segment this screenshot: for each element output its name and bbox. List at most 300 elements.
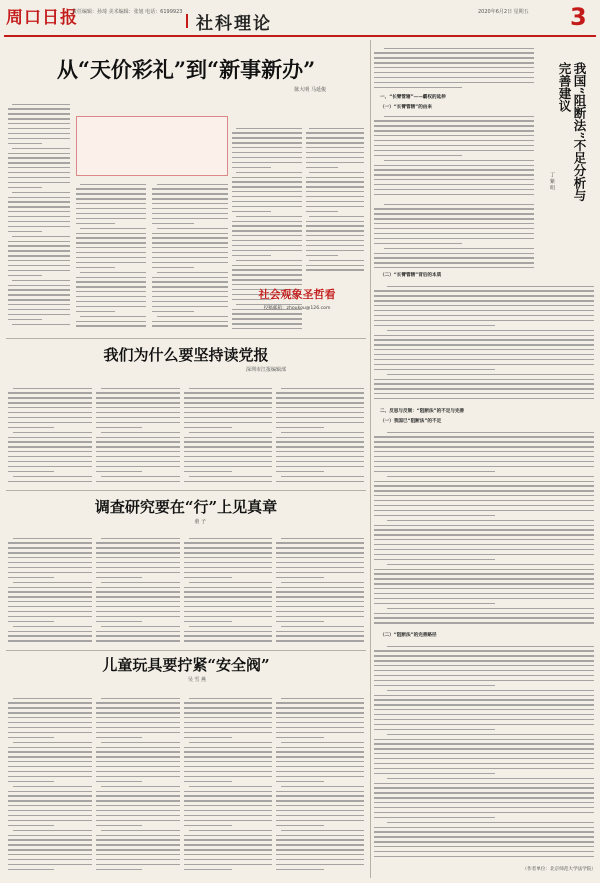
text-line [374, 500, 594, 501]
text-line [76, 218, 146, 219]
text-line [276, 601, 364, 602]
text-line [8, 557, 92, 558]
text-line [96, 737, 142, 738]
text-line [374, 695, 594, 696]
text-line [12, 148, 70, 149]
text-line [8, 456, 92, 457]
text-line [157, 316, 228, 317]
article-toys-headline [6, 656, 366, 690]
text-line [184, 776, 272, 777]
text-line [184, 717, 272, 718]
text-line [374, 320, 594, 321]
text-line [8, 231, 42, 232]
text-line [276, 397, 364, 398]
text-line [76, 277, 146, 278]
text-line [306, 196, 364, 197]
text-line [306, 206, 364, 207]
subhead-1b: （二）“长臂管辖”背后的本质 [380, 273, 442, 278]
text-line [276, 552, 364, 553]
text-line [374, 481, 594, 482]
text-line [12, 192, 70, 193]
text-line [276, 756, 364, 757]
text-line [8, 635, 92, 636]
text-line [76, 242, 146, 243]
text-line [276, 451, 364, 452]
text-line [184, 557, 272, 558]
text-line [276, 712, 364, 713]
text-line [374, 539, 594, 540]
article-research-headline [6, 498, 366, 532]
text-line [276, 437, 364, 438]
text-line [8, 616, 92, 617]
text-line [80, 316, 146, 317]
text-line [13, 476, 92, 477]
text-line [76, 267, 115, 268]
text-line [276, 481, 364, 482]
text-line [8, 611, 92, 612]
text-line [152, 301, 228, 302]
text-line [184, 402, 272, 403]
text-line [184, 849, 272, 850]
text-line [76, 203, 146, 204]
text-line [96, 572, 180, 573]
text-line [8, 815, 92, 816]
text-line [76, 306, 146, 307]
author-affiliation: （作者单位：北京师范大学法学院） [522, 867, 596, 872]
text-line [374, 194, 534, 195]
text-line [374, 364, 594, 365]
text-line [276, 835, 364, 836]
text-line [374, 369, 495, 370]
text-line [374, 559, 495, 560]
text-line [101, 476, 180, 477]
text-line [374, 461, 594, 462]
text-line [276, 761, 364, 762]
text-line [96, 839, 180, 840]
text-line [276, 791, 364, 792]
text-line [96, 805, 180, 806]
text-line [276, 441, 364, 442]
text-line [8, 567, 92, 568]
text-line [76, 208, 146, 209]
text-line [306, 201, 364, 202]
text-line [152, 262, 228, 263]
text-line [374, 57, 534, 58]
text-line [281, 388, 364, 389]
text-line [96, 402, 180, 403]
text-line [13, 830, 92, 831]
text-line [96, 417, 180, 418]
text-line [8, 441, 92, 442]
text-line [374, 827, 594, 828]
text-line [8, 157, 70, 158]
text-line [387, 432, 594, 433]
text-line [374, 243, 462, 244]
divider [6, 650, 366, 651]
text-line [8, 621, 54, 622]
text-line [276, 616, 364, 617]
text-line [374, 573, 594, 574]
text-line [232, 245, 302, 246]
text-line [8, 108, 70, 109]
headline: 我们为什么要坚持读党报 [103, 346, 269, 364]
text-line [232, 279, 302, 280]
text-line [8, 849, 92, 850]
text-line [184, 446, 272, 447]
text-line [152, 237, 228, 238]
text-line [374, 655, 594, 656]
text-line [306, 240, 364, 241]
text-line [276, 456, 364, 457]
text-line [374, 310, 594, 311]
text-line [96, 835, 180, 836]
text-line [96, 825, 142, 826]
text-line [184, 587, 272, 588]
text-line [8, 587, 92, 588]
text-line [184, 761, 272, 762]
article-caili-headline [6, 58, 366, 98]
section-marker [186, 14, 188, 28]
byline: 童 子 [194, 519, 206, 525]
text-line [276, 781, 324, 782]
text-line [184, 547, 272, 548]
text-line [8, 606, 92, 607]
text-line [306, 147, 364, 148]
article-blocking-body-1 [374, 112, 534, 198]
headline: 从“天价彩礼”到“新事新办” [56, 58, 316, 82]
article-reading-col-1 [8, 384, 92, 484]
text-line [387, 330, 594, 331]
text-line [76, 237, 146, 238]
text-line [184, 392, 272, 393]
text-line [236, 260, 302, 261]
text-line [276, 707, 364, 708]
text-line [96, 621, 142, 622]
text-line [8, 601, 92, 602]
text-line [184, 417, 272, 418]
text-line [184, 756, 272, 757]
text-line [184, 562, 272, 563]
text-line [96, 461, 180, 462]
text-line [8, 422, 92, 423]
text-line [374, 743, 594, 744]
text-line [101, 432, 180, 433]
text-line [281, 698, 364, 699]
text-line [189, 432, 272, 433]
text-line [8, 591, 92, 592]
text-line [374, 724, 594, 725]
text-line [152, 306, 228, 307]
text-line [236, 172, 302, 173]
text-line [152, 311, 194, 312]
text-line [374, 72, 534, 73]
text-line [8, 869, 54, 870]
text-line [76, 301, 146, 302]
text-line [96, 702, 180, 703]
text-line [306, 167, 338, 168]
text-line [374, 300, 594, 301]
text-line [76, 311, 115, 312]
text-line [96, 854, 180, 855]
text-line [276, 407, 364, 408]
column-divider [370, 40, 371, 878]
text-line [157, 272, 228, 273]
text-line [232, 235, 302, 236]
article-caili-col-2 [76, 180, 146, 330]
text-line [374, 295, 594, 296]
text-line [101, 626, 180, 627]
article-toys-col-4 [276, 694, 364, 874]
text-line [76, 296, 146, 297]
text-line [184, 422, 272, 423]
text-line [96, 606, 180, 607]
text-line [184, 766, 272, 767]
text-line [96, 717, 180, 718]
text-line [8, 825, 54, 826]
text-line [101, 786, 180, 787]
text-line [309, 260, 364, 261]
text-line [184, 810, 272, 811]
text-line [232, 162, 302, 163]
text-line [184, 839, 272, 840]
text-line [374, 569, 594, 570]
text-line [152, 252, 228, 253]
text-line [184, 640, 272, 641]
article-toys-col-1 [8, 694, 92, 874]
text-line [276, 466, 364, 467]
page-number: 3 [570, 3, 587, 31]
text-line [374, 617, 594, 618]
text-line [374, 699, 594, 700]
text-line [8, 206, 70, 207]
text-line [76, 233, 146, 234]
text-line [152, 277, 228, 278]
text-line [232, 240, 302, 241]
text-line [374, 783, 594, 784]
text-line [13, 742, 92, 743]
text-line [184, 727, 272, 728]
text-line [276, 562, 364, 563]
text-line [374, 807, 594, 808]
sidebar-email: 投稿邮箱：zhoukou@126.com [263, 306, 331, 311]
text-line [184, 751, 272, 752]
text-line [374, 223, 534, 224]
text-line [281, 538, 364, 539]
text-line [232, 211, 271, 212]
text-line [374, 174, 534, 175]
text-line [96, 640, 180, 641]
text-line [76, 281, 146, 282]
text-line [374, 379, 594, 380]
text-line [374, 238, 534, 239]
text-line [8, 722, 92, 723]
text-line [374, 817, 495, 818]
text-line [8, 781, 54, 782]
text-line [76, 247, 146, 248]
subhead-1a: （一）“长臂管辖”的由来 [380, 105, 432, 110]
text-line [374, 787, 594, 788]
text-line [8, 319, 42, 320]
text-line [152, 188, 228, 189]
article-caili-pullquote [76, 116, 228, 176]
text-line [281, 476, 364, 477]
text-line [374, 349, 594, 350]
text-line [96, 800, 180, 801]
text-line [374, 344, 594, 345]
article-caili-col-5 [306, 124, 364, 274]
text-line [306, 225, 364, 226]
subhead-2a: （一）我国已“阻断法”的不足 [380, 419, 442, 424]
byline: 陈大明 马延俊 [294, 87, 326, 93]
text-line [374, 578, 594, 579]
text-line [184, 631, 272, 632]
text-line [374, 150, 534, 151]
text-line [96, 869, 142, 870]
text-line [13, 698, 92, 699]
text-line [76, 291, 146, 292]
text-line [96, 776, 180, 777]
text-line [8, 128, 70, 129]
text-line [276, 839, 364, 840]
text-line [306, 142, 364, 143]
text-line [374, 851, 594, 852]
text-line [276, 591, 364, 592]
text-line [101, 582, 180, 583]
text-line [8, 810, 92, 811]
text-line [374, 836, 594, 837]
text-line [232, 269, 302, 270]
text-line [96, 712, 180, 713]
text-line [309, 172, 364, 173]
text-line [8, 245, 70, 246]
text-line [96, 567, 180, 568]
text-line [189, 742, 272, 743]
text-line [281, 742, 364, 743]
article-research-col-2 [96, 534, 180, 644]
text-line [152, 213, 228, 214]
text-line [96, 849, 180, 850]
text-line [374, 290, 594, 291]
text-line [236, 128, 302, 129]
article-reading-headline [6, 346, 366, 382]
text-line [152, 242, 228, 243]
text-line [374, 441, 594, 442]
section-title: 社科理论 [196, 14, 272, 34]
text-line [8, 294, 70, 295]
text-line [276, 854, 364, 855]
text-line [152, 247, 228, 248]
text-line [306, 132, 364, 133]
text-line [374, 228, 534, 229]
text-line [374, 495, 594, 496]
text-line [276, 542, 364, 543]
article-research-col-1 [8, 534, 92, 644]
text-line [184, 707, 272, 708]
text-line [189, 786, 272, 787]
text-line [374, 436, 594, 437]
text-line [374, 77, 534, 78]
article-blocking-headline [543, 62, 587, 232]
text-line [276, 825, 324, 826]
text-line [8, 707, 92, 708]
text-line [96, 601, 180, 602]
text-line [8, 771, 92, 772]
byline: 深圳市江报编辑部 [245, 367, 286, 373]
text-line [306, 245, 364, 246]
text-line [13, 582, 92, 583]
text-line [232, 167, 271, 168]
text-line [101, 830, 180, 831]
text-line [184, 456, 272, 457]
text-line [184, 466, 272, 467]
text-line [387, 476, 594, 477]
text-line [96, 481, 180, 482]
text-line [184, 712, 272, 713]
text-line [374, 339, 594, 340]
text-line [8, 795, 92, 796]
text-line [12, 280, 70, 281]
text-line [8, 437, 92, 438]
text-line [232, 221, 302, 222]
article-blocking-body-5 [374, 642, 594, 862]
text-line [96, 446, 180, 447]
text-line [374, 583, 594, 584]
text-line [276, 820, 364, 821]
text-line [374, 598, 594, 599]
text-line [8, 113, 70, 114]
text-line [276, 611, 364, 612]
text-line [374, 650, 594, 651]
text-line [8, 304, 70, 305]
text-line [8, 859, 92, 860]
text-line [8, 201, 70, 202]
text-line [184, 567, 272, 568]
text-line [12, 324, 70, 325]
text-line [8, 839, 92, 840]
text-line [8, 417, 92, 418]
text-line [374, 82, 534, 83]
text-line [374, 135, 534, 136]
text-line [306, 162, 364, 163]
text-line [374, 773, 495, 774]
text-line [152, 257, 228, 258]
text-line [8, 270, 70, 271]
text-line [8, 766, 92, 767]
text-line [374, 393, 594, 394]
article-reading-col-3 [184, 384, 272, 484]
text-line [189, 538, 272, 539]
text-line [13, 388, 92, 389]
text-line [374, 593, 594, 594]
text-line [152, 281, 228, 282]
text-line [8, 412, 92, 413]
text-line [76, 325, 146, 326]
text-line [184, 616, 272, 617]
text-line [374, 670, 594, 671]
text-line [276, 635, 364, 636]
text-line [276, 427, 324, 428]
text-line [374, 768, 594, 769]
text-line [13, 786, 92, 787]
text-line [13, 538, 92, 539]
byline: 丁 紫 明 [549, 172, 555, 191]
text-line [184, 815, 272, 816]
text-line [374, 554, 594, 555]
text-line [276, 596, 364, 597]
text-line [232, 152, 302, 153]
text-line [276, 567, 364, 568]
text-line [8, 177, 70, 178]
